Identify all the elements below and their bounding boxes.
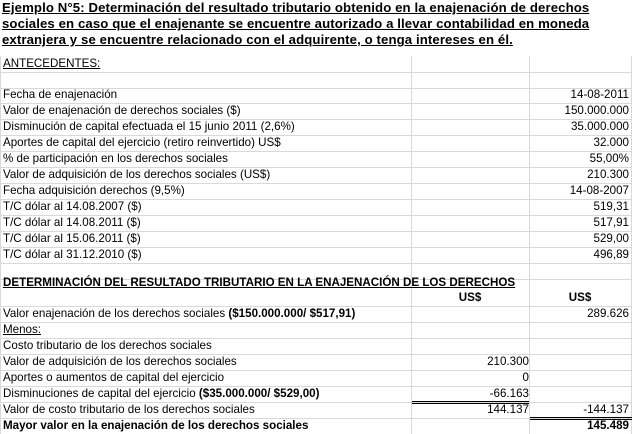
valor-adquisicion-value: 210.300: [487, 355, 529, 368]
antecedente-label: Valor de enajenación de derechos sociales ($): [3, 104, 241, 117]
valor-enajenacion-value: 289.626: [587, 307, 629, 320]
antecedente-label: Fecha de enajenación: [3, 88, 118, 101]
valor-enajenacion-text: Valor enajenación de los derechos sociales: [3, 307, 229, 320]
antecedente-value: 35.000.000: [570, 120, 629, 133]
menos-label: Menos:: [3, 323, 42, 336]
aportes-row: [0, 370, 632, 387]
antecedente-label: % de participación en los derechos sociales: [3, 152, 228, 165]
antecedente-label: T/C dólar al 14.08.2007 ($): [3, 200, 142, 213]
valor-enajenacion-row: [0, 306, 632, 323]
antecedentes-header-row: [0, 56, 632, 73]
determinacion-columns-row: [0, 290, 632, 307]
antecedente-row: [0, 247, 632, 264]
col-usd-2: US$: [568, 291, 592, 304]
antecedentes-header: ANTECEDENTES:: [3, 57, 101, 70]
valor-costo-label: Valor de costo tributario de los derechos sociales: [3, 403, 255, 416]
valor-enajenacion-label: [3, 306, 355, 322]
antecedente-row: [0, 119, 632, 136]
costo-tributario-row: [0, 338, 632, 355]
disminuciones-value: -66.163: [489, 387, 529, 400]
antecedente-row: [0, 87, 632, 104]
disminuciones-label: [3, 386, 319, 402]
valor-enajenacion-formula: ($150.000.000/ $517,91): [228, 307, 356, 320]
spreadsheet-grid: [0, 56, 632, 434]
antecedente-label: Aportes de capital del ejercicio (retiro reinvertido) US$: [3, 136, 281, 149]
antecedente-label: Valor de adquisición de los derechos sociales (US$): [3, 168, 271, 181]
antecedente-value: 517,91: [593, 216, 629, 229]
example-title: Ejemplo N°5: Determinación del resultado tributario obtenido en la enajenación de derechos sociales en caso que el enajenante se encuentre autorizado a llevar contabilidad en moneda extranjera y se encuentre relacionado con el adquirente, o tenga intereses en él.: [2, 0, 590, 47]
antecedente-row: [0, 103, 632, 120]
antecedente-value: 210.300: [587, 168, 629, 181]
antecedente-label: T/C dólar al 31.12.2010 ($): [3, 248, 142, 261]
antecedente-value: 519,31: [593, 200, 629, 213]
antecedente-value: 150.000.000: [564, 104, 629, 117]
valor-costo-value-2: -144.137: [583, 403, 629, 416]
aportes-value: 0: [522, 371, 529, 384]
disminuciones-row: [0, 386, 632, 403]
antecedente-value: 14-08-2007: [569, 184, 629, 197]
valor-adquisicion-label: Valor de adquisición de los derechos sociales: [3, 355, 237, 368]
antecedente-label: Fecha adquisición derechos (9,5%): [3, 184, 185, 197]
disminuciones-formula: ($35.000.000/ $529,00): [198, 387, 320, 400]
antecedente-row: [0, 167, 632, 184]
determinacion-header-row: [0, 275, 632, 291]
antecedente-value: 496,89: [593, 248, 629, 261]
antecedente-row: [0, 135, 632, 152]
menos-row: [0, 322, 632, 339]
mayor-valor-label: Mayor valor en la enajenación de los derechos sociales: [3, 419, 309, 432]
antecedente-row: [0, 183, 632, 200]
antecedente-value: 529,00: [593, 232, 629, 245]
antecedente-row: [0, 199, 632, 216]
antecedente-row: [0, 231, 632, 248]
valor-costo-row: [0, 402, 632, 418]
antecedente-value: 32.000: [593, 136, 629, 149]
valor-costo-value-1: 144.137: [487, 403, 529, 416]
mayor-valor-row: [0, 418, 632, 434]
mayor-valor-value: 145.489: [587, 419, 629, 432]
costo-tributario-label: Costo tributario de los derechos sociales: [3, 339, 212, 352]
antecedente-value: 14-08-2011: [570, 88, 629, 101]
antecedente-label: Disminución de capital efectuada el 15 junio 2011 (2,6%): [3, 120, 295, 133]
antecedente-value: 55,00%: [589, 152, 629, 165]
antecedente-label: T/C dólar al 15.06.2011 ($): [3, 232, 141, 245]
aportes-label: Aportes o aumentos de capital del ejercicio: [3, 371, 225, 384]
antecedente-row: [0, 151, 632, 168]
determinacion-header: DETERMINACIÓN DEL RESULTADO TRIBUTARIO EN LA ENAJENACIÓN DE LOS DERECHOS: [3, 276, 516, 289]
disminuciones-text: Disminuciones de capital del ejercicio: [3, 387, 199, 400]
valor-adquisicion-row: [0, 354, 632, 371]
antecedente-label: T/C dólar al 14.08.2011 ($): [3, 216, 141, 229]
col-usd-1: US$: [458, 291, 482, 304]
antecedente-row: [0, 215, 632, 232]
